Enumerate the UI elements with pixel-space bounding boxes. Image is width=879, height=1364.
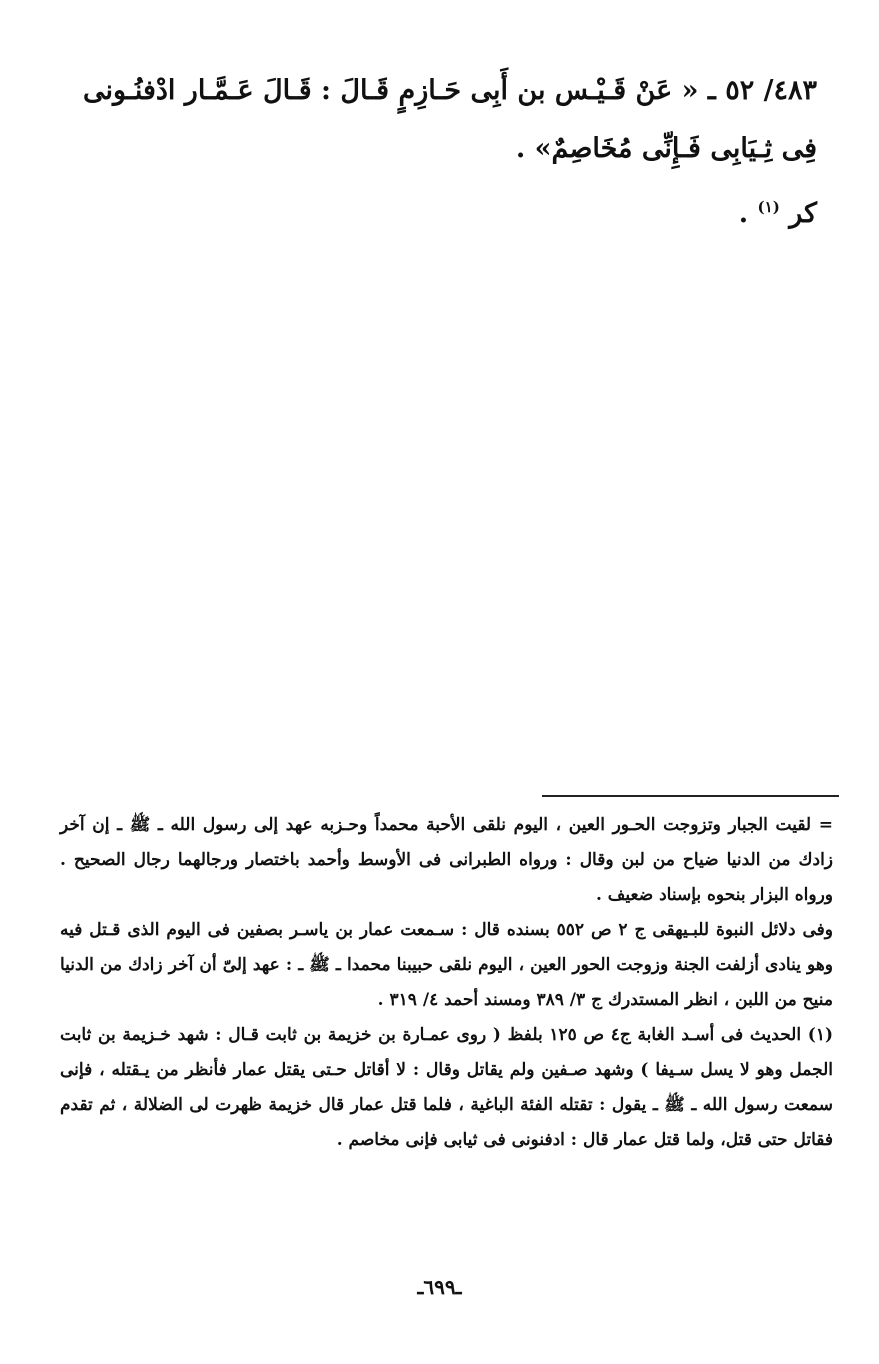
hadith-source-line: [70, 178, 817, 243]
footnote-continuation: = لقيت الجبار وتزوجت الحـور العين ، اليوم نلقى الأحبة محمداً وحـزبه عهد إلى رسول الله ـ ﷺ ـ إن آخر زادك من الدنيا ضياح من لبن وقال : ورواه الطبرانى فى الأوسط وأحمد باختصار ورجالهما رجال الصحيح . ورواه البزار بنحوه بإسناد ضعيف .: [60, 815, 833, 905]
footnotes-block: [60, 808, 833, 1158]
footnote-reference: (١): [757, 198, 780, 216]
hadith-text: ٤٨٣/ ٥٢ ـ « عَنْ قَـيْـس بن أَبِى حَـازِمٍ قَـالَ : قَـالَ عَـمَّـار ادْفنُـونى فِى ثِـيَابِى فَـإِنِّى مُخَاصِمٌ» .: [82, 75, 817, 164]
footnote-divider: [542, 795, 839, 797]
hadith-text-block: [70, 62, 817, 243]
source-abbreviation: كر: [789, 198, 817, 229]
footnote-one: (١) الحديث فى أسـد الغابة ج٤ ص ١٢٥ بلفظ ( روى عمـارة بن خزيمة بن ثابت قـال : شهد خـزيمة بن ثابت الجمل وهو لا يسل سـيفا ) وشهد صـفين ولم يقاتل وقال : لا أقاتل حـتى يقتل عمار فأنظر من يـقتله ، فإنى سمعت رسول الله ـ ﷺ ـ يقول : تقتله الفئة الباغية ، فلما قتل عمار قال خزيمة ظهرت لى الضلالة ، ثم تقدم فقاتل حتى قتل، ولما قتل عمار قال : ادفنونى فى ثيابى فإنى مخاصم .: [60, 1025, 833, 1150]
source-line-end: .: [738, 198, 758, 229]
page-number: ـ٦٩٩ـ: [417, 1275, 462, 1299]
footnote-paragraph: وفى دلائل النبوة للبـيهقى ج ٢ ص ٥٥٢ بسنده قال : سـمعت عمار بن ياسـر بصفين فى اليوم الذى قـتل فيه وهو ينادى أزلفت الجنة وزوجت الحور العين ، اليوم نلقى حبيبنا محمدا ـ ﷺ ـ : عهد إلىّ أن آخر زادك من الدنيا منيح من اللبن ، انظر المستدرك ج ٣/ ٣٨٩ ومسند أحمد ٤/ ٣١٩ .: [60, 920, 834, 1010]
